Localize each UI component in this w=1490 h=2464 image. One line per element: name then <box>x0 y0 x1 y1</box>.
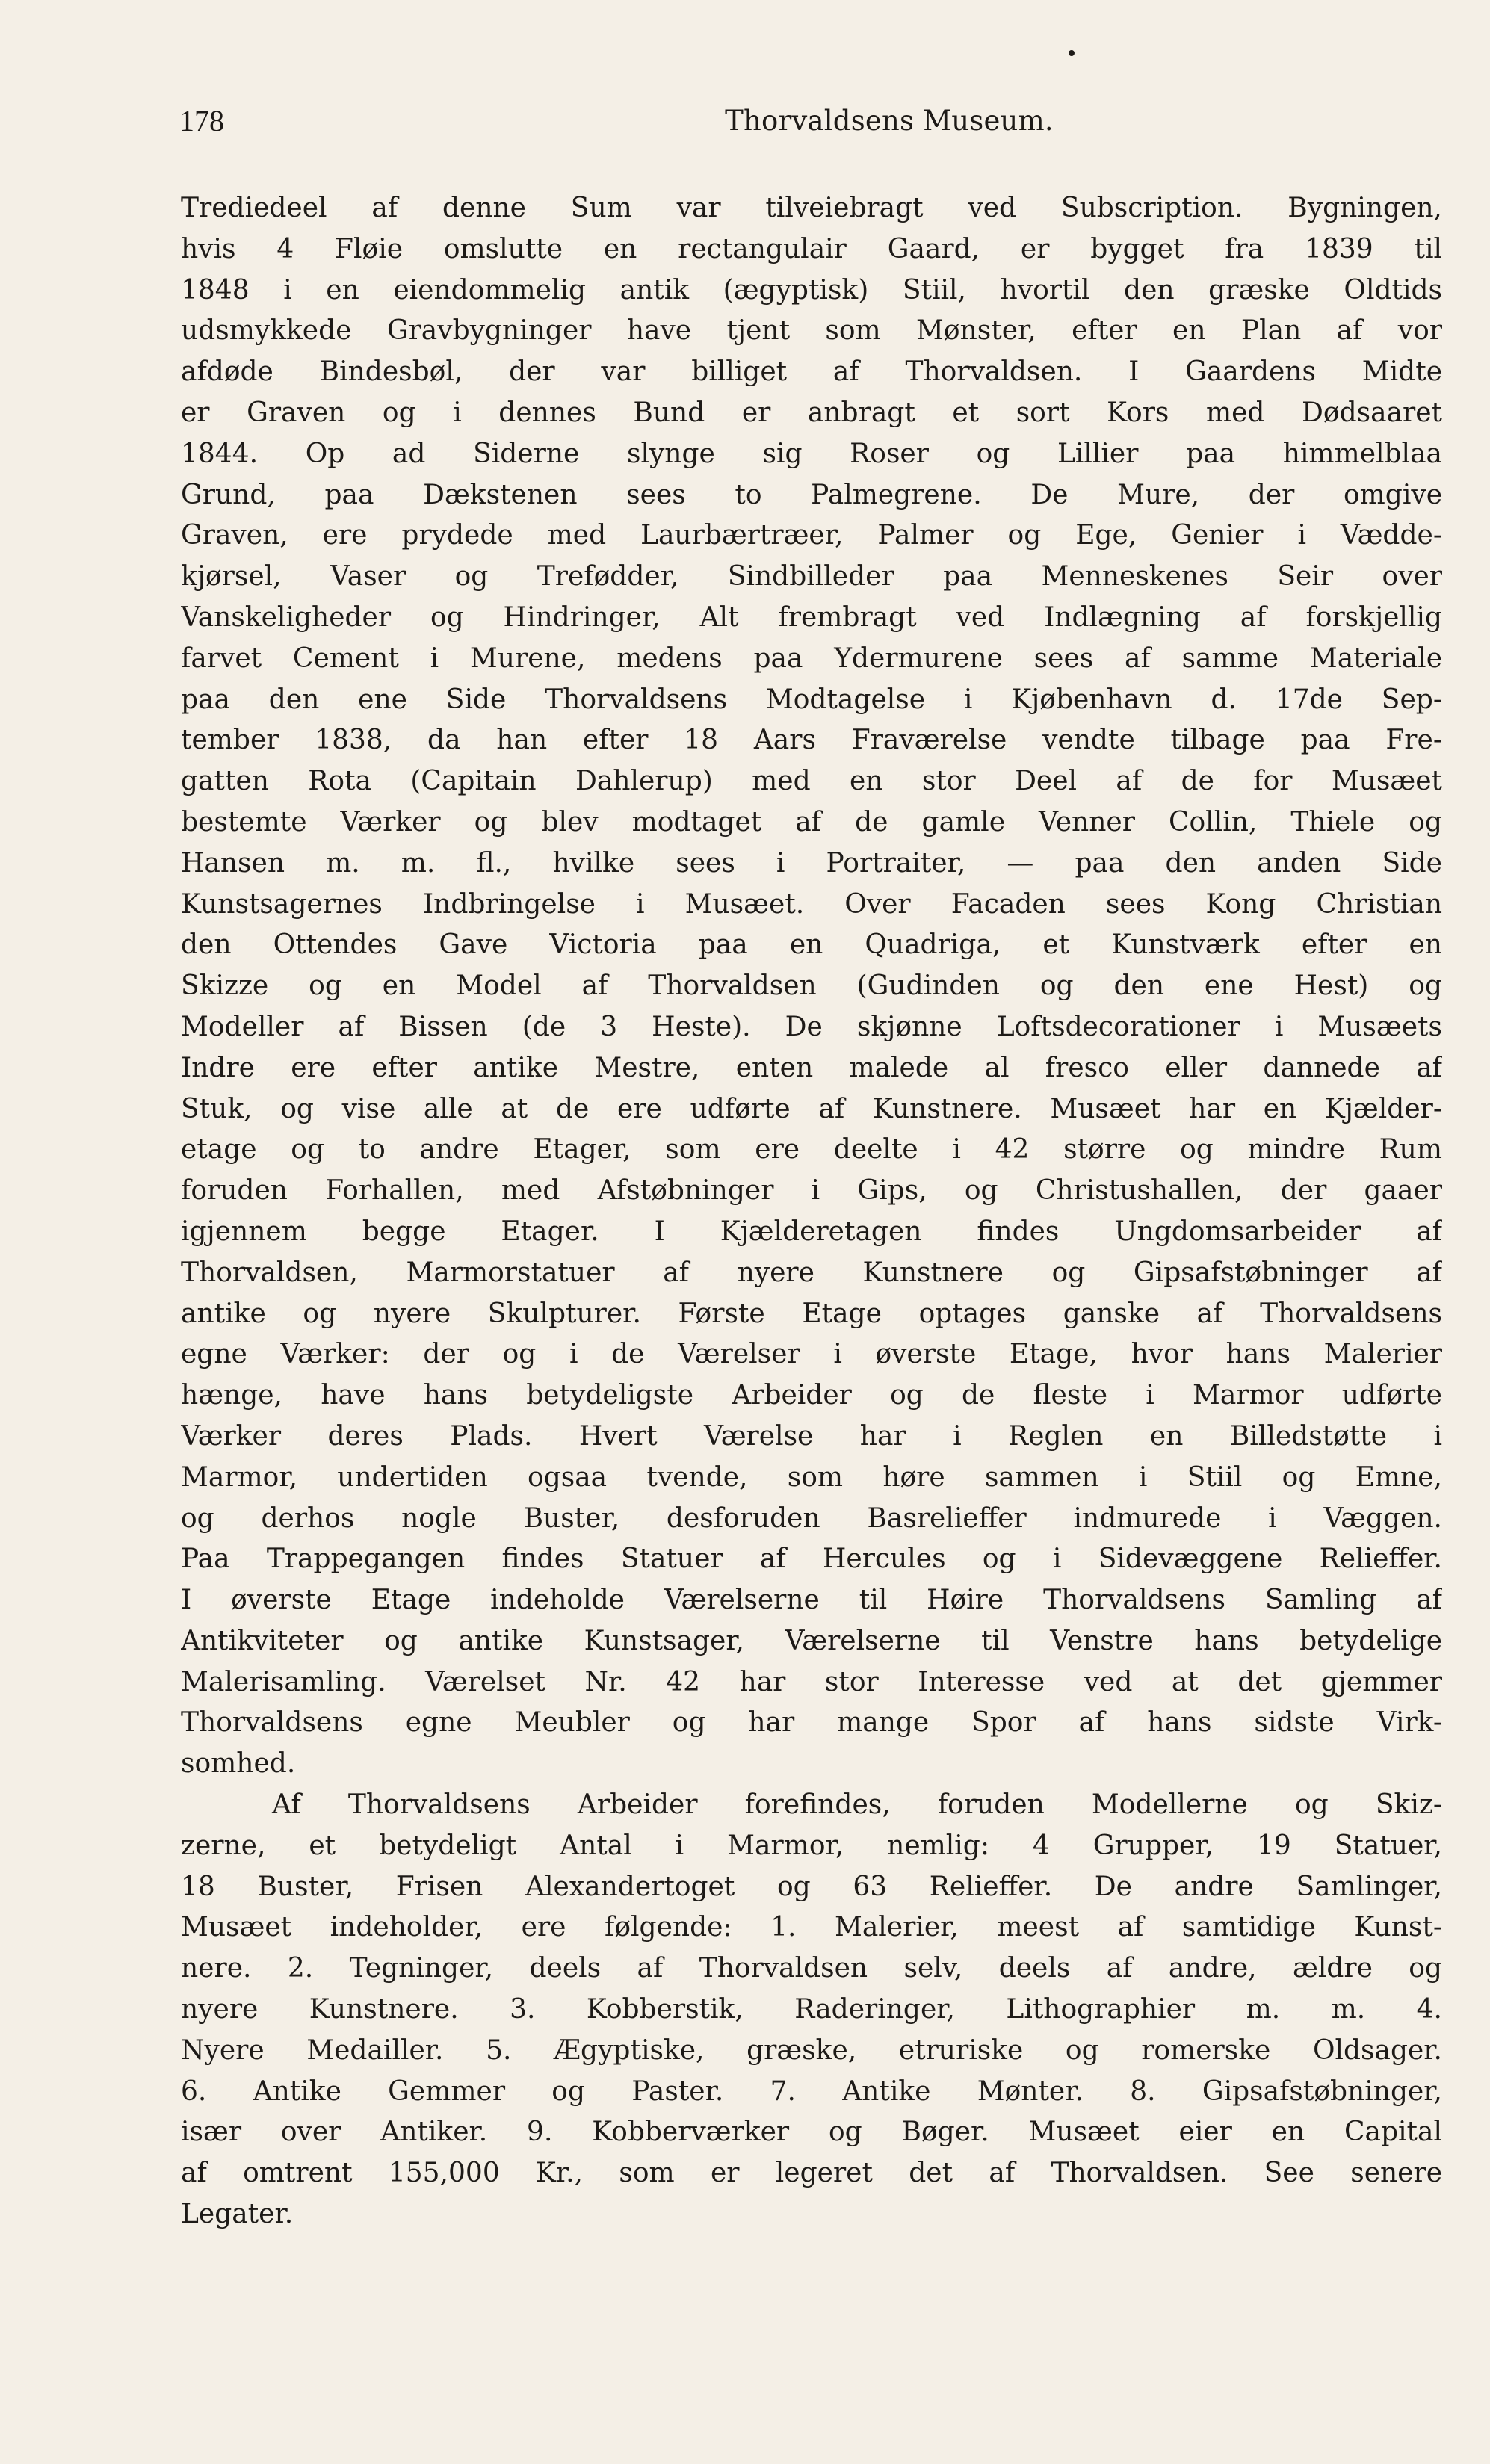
text-line: og derhos nogle Buster, desforuden Basrelieffer indmurede i Væggen. <box>181 1502 1442 1534</box>
text-line: 1848 i en eiendommelig antik (ægyptisk) Stiil, hvortil den græske Oldtids <box>181 274 1442 306</box>
text-line: kjørsel, Vaser og Trefødder, Sindbilleder paa Menneskenes Seir over <box>181 561 1442 592</box>
text-line: Malerisamling. Værelset Nr. 42 har stor Interesse ved at det gjemmer <box>181 1666 1442 1697</box>
text-line: somhed. <box>181 1748 296 1780</box>
text-line: afdøde Bindesbøl, der var billiget af Thorvaldsen. I Gaardens Midte <box>181 356 1442 388</box>
text-line: Hansen m. m. fl., hvilke sees i Portraiter, — paa den anden Side <box>181 847 1442 879</box>
text-line: bestemte Værker og blev modtaget af de gamle Venner Collin, Thiele og <box>181 806 1442 838</box>
text-line: Marmor, undertiden ogsaa tvende, som høre sammen i Stiil og Emne, <box>181 1461 1442 1493</box>
text-line: Kunstsagernes Indbringelse i Musæet. Over Facaden sees Kong Christian <box>181 888 1442 920</box>
text-line: Thorvaldsens egne Meubler og har mange Spor af hans sidste Virk- <box>181 1707 1442 1739</box>
text-line: udsmykkede Gravbygninger have tjent som Mønster, efter en Plan af vor <box>181 315 1442 347</box>
text-line: nere. 2. Tegninger, deels af Thorvaldsen selv, deels af andre, ældre og <box>181 1953 1442 1984</box>
text-line: 6. Antike Gemmer og Paster. 7. Antike Mønter. 8. Gipsafstøbninger, <box>181 2075 1442 2107</box>
paragraph <box>181 1785 1442 2235</box>
text-line: nyere Kunstnere. 3. Kobberstik, Raderinger, Lithographier m. m. 4. <box>181 1994 1442 2025</box>
text-line: Værker deres Plads. Hvert Værelse har i Reglen en Billedstøtte i <box>181 1420 1442 1452</box>
text-line: Thorvaldsen, Marmorstatuer af nyere Kunstnere og Gipsafstøbninger af <box>181 1257 1442 1288</box>
text-line: er Graven og i dennes Bund er anbragt et sort Kors med Dødsaaret <box>181 397 1442 428</box>
text-line: Antikviteter og antike Kunstsager, Værelserne til Venstre hans betydelige <box>181 1625 1442 1656</box>
text-line: Modeller af Bissen (de 3 Heste). De skjønne Loftsdecorationer i Musæets <box>181 1011 1442 1042</box>
text-line: egne Værker: der og i de Værelser i øverste Etage, hvor hans Malerier <box>181 1339 1442 1370</box>
body-text <box>181 188 1442 2235</box>
text-line: hvis 4 Fløie omslutte en rectangulair Gaard, er bygget fra 1839 til <box>181 233 1442 264</box>
text-line: Nyere Medailler. 5. Ægyptiske, græske, etruriske og romerske Oldsager. <box>181 2034 1442 2066</box>
text-line: Stuk, og vise alle at de ere udførte af Kunstnere. Musæet har en Kjælder- <box>181 1093 1442 1124</box>
text-line: Skizze og en Model af Thorvaldsen (Gudinden og den ene Hest) og <box>181 971 1442 1002</box>
text-line: Musæet indeholder, ere følgende: 1. Malerier, meest af samtidige Kunst- <box>181 1912 1442 1943</box>
text-line: 1844. Op ad Siderne slynge sig Roser og Lillier paa himmelblaa <box>181 438 1442 469</box>
text-line: Paa Trappegangen findes Statuer af Hercules og i Sidevæggene Relieffer. <box>181 1544 1442 1575</box>
text-line: tember 1838, da han efter 18 Aars Fraværelse vendte tilbage paa Fre- <box>181 725 1442 756</box>
text-line: Legater. <box>181 2199 294 2230</box>
text-line: etage og to andre Etager, som ere deelte i 42 større og mindre Rum <box>181 1134 1442 1166</box>
text-line: gatten Rota (Capitain Dahlerup) med en stor Deel af de for Musæet <box>181 766 1442 797</box>
text-line: farvet Cement i Murene, medens paa Ydermurene sees af samme Materiale <box>181 643 1442 674</box>
text-line: Indre ere efter antike Mestre, enten malede al fresco eller dannede af <box>181 1052 1442 1083</box>
text-line: især over Antiker. 9. Kobberværker og Bøger. Musæet eier en Capital <box>181 2117 1442 2148</box>
page-number: 178 <box>179 104 224 137</box>
text-line: igjennem begge Etager. I Kjælderetagen findes Ungdomsarbeider af <box>181 1216 1442 1247</box>
text-line: Grund, paa Dækstenen sees to Palmegrene. De Mure, der omgive <box>181 479 1442 510</box>
text-line: zerne, et betydeligt Antal i Marmor, nemlig: 4 Grupper, 19 Statuer, <box>181 1830 1442 1861</box>
text-line: Graven, ere prydede med Laurbærtræer, Palmer og Ege, Genier i Væddе- <box>181 520 1442 551</box>
paragraph <box>181 188 1442 1785</box>
ink-dot <box>1069 50 1075 56</box>
text-line: antike og nyere Skulpturer. Første Etage optages ganske af Thorvaldsens <box>181 1298 1442 1329</box>
text-line: hænge, have hans betydeligste Arbeider og de fleste i Marmor udførte <box>181 1380 1442 1411</box>
text-line: den Ottendes Gave Victoria paa en Quadriga, et Kunstværk efter en <box>181 929 1442 961</box>
running-title: Thorvaldsens Museum. <box>725 105 1054 137</box>
text-line: 18 Buster, Frisen Alexandertoget og 63 Relieffer. De andre Samlinger, <box>181 1871 1442 1902</box>
text-line: paa den ene Side Thorvaldsens Modtagelse i Kjøbenhavn d. 17de Sep- <box>181 684 1442 715</box>
text-line: Trediedeel af denne Sum var tilveiebragt ved Subscription. Bygningen, <box>181 193 1442 223</box>
text-line: I øverste Etage indeholde Værelserne til Høire Thorvaldsens Samling af <box>181 1585 1442 1616</box>
page-header <box>179 99 1450 143</box>
text-line: af omtrent 155,000 Kr., som er legeret det af Thorvaldsen. See senere <box>181 2158 1442 2189</box>
text-line: foruden Forhallen, med Afstøbninger i Gips, og Christushallen, der gaaer <box>181 1175 1442 1207</box>
text-line: Af Thorvaldsens Arbeider forefindes, foruden Modellerne og Skiz- <box>272 1789 1442 1821</box>
text-line: Vanskeligheder og Hindringer, Alt frembragt ved Indlægning af forskjellig <box>181 601 1442 633</box>
